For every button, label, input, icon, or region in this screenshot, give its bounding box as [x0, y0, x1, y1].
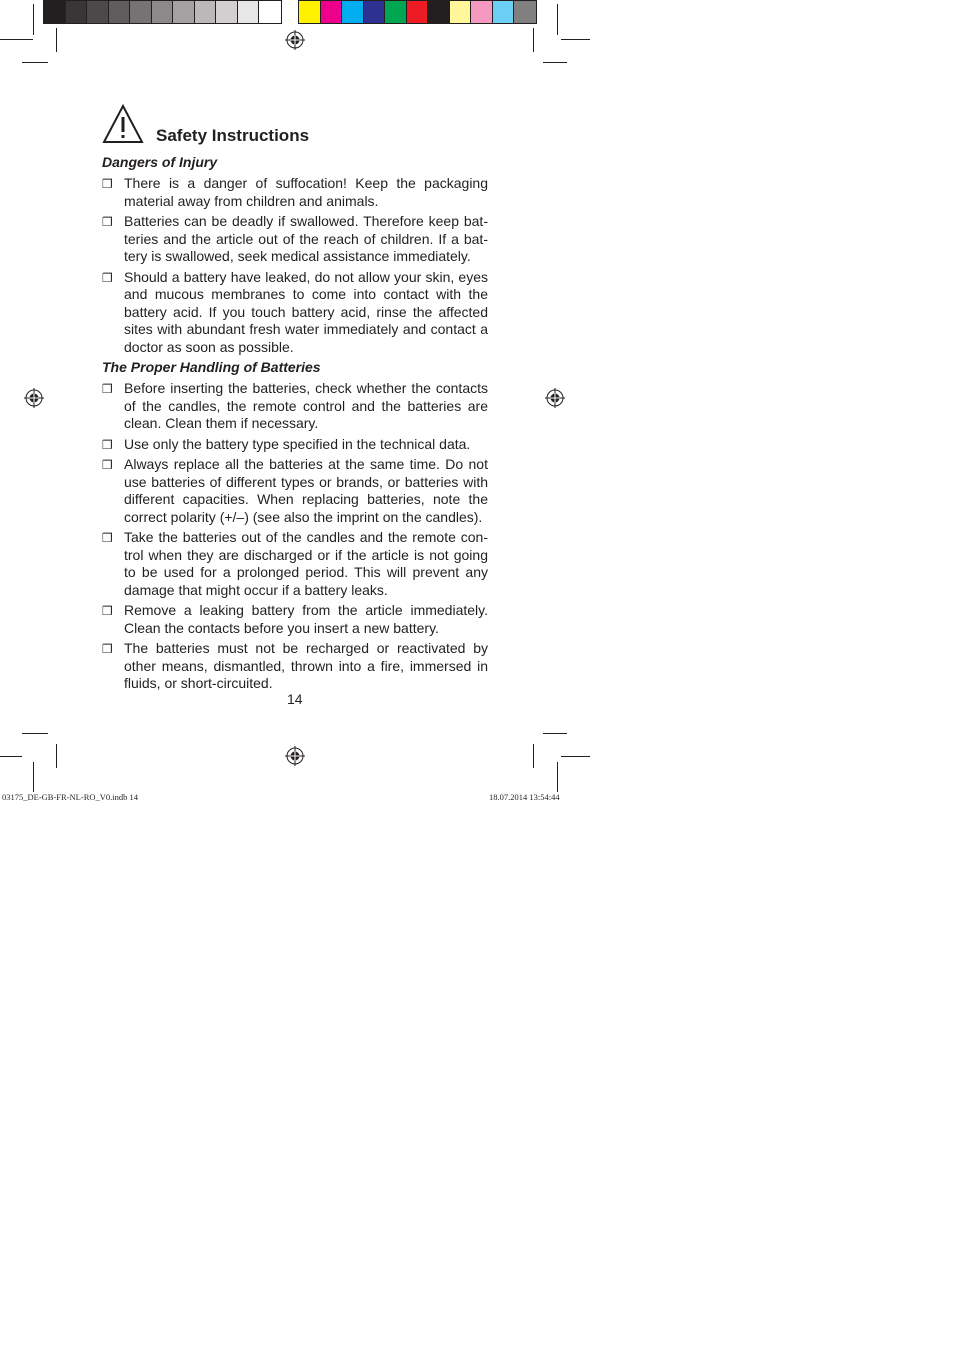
color-swatch [299, 1, 321, 23]
color-swatch [385, 1, 407, 23]
checkbox-bullet-icon: ❒ [102, 215, 113, 229]
page-number: 14 [287, 691, 303, 707]
crop-mark [533, 28, 534, 52]
crop-mark [56, 28, 57, 52]
instruction-list [102, 380, 488, 693]
list-item [102, 380, 488, 433]
registration-mark-icon [285, 746, 305, 766]
list-item [102, 175, 488, 210]
color-swatch [66, 1, 88, 23]
list-item-text: Should a battery have leaked, do not allow your skin, eyes and mucous membranes to come into contact with the battery acid. If you touch battery acid, rinse the affected sites with abundant fresh water immediately and contact a doctor as soon as possible. [124, 268, 488, 355]
list-item [102, 213, 488, 266]
crop-mark [22, 733, 48, 734]
color-swatch [321, 1, 343, 23]
color-swatch [471, 1, 493, 23]
list-item [102, 269, 488, 357]
color-swatch [493, 1, 515, 23]
list-item-text: Remove a leaking battery from the article immediately. Clean the contacts before you insert a new battery. [124, 602, 488, 636]
color-swatch [238, 1, 260, 23]
crop-mark [543, 62, 567, 63]
color-swatch [342, 1, 364, 23]
grayscale-color-bar [44, 1, 281, 23]
color-swatch [259, 1, 281, 23]
list-item-text: Use only the battery type specified in the technical data. [124, 435, 471, 452]
color-swatch [364, 1, 386, 23]
color-swatch [87, 1, 109, 23]
color-swatch [216, 1, 238, 23]
registration-mark-icon [285, 30, 305, 50]
instruction-list [102, 175, 488, 356]
crop-mark [0, 39, 33, 40]
list-item-text: Take the batteries out of the candles and the remote control when they are discharged or if the article is not going to be used for a prolonged period. This will prevent any damage that might occur if a battery leaks. [124, 529, 488, 598]
checkbox-bullet-icon: ❒ [102, 531, 113, 545]
crop-mark [561, 756, 590, 757]
checkbox-bullet-icon: ❒ [102, 382, 113, 396]
list-item-text: Batteries can be deadly if swallowed. Therefore keep batteries and the article out of the reach of children. If a battery is swallowed, seek medical assistance immediately. [124, 213, 488, 264]
list-item-text: Always replace all the batteries at the same time. Do not use batteries of different types or brands, or batteries with different capacities. When replacing batteries, note the correct polarity (+/–) (see also the imprint on the candles). [124, 456, 488, 525]
crop-mark [33, 762, 34, 792]
color-swatch [173, 1, 195, 23]
page-title: Safety Instructions [156, 126, 310, 145]
list-item [102, 529, 488, 599]
sections [102, 154, 488, 696]
color-swatch [450, 1, 472, 23]
color-swatch [130, 1, 152, 23]
color-swatch [514, 1, 536, 23]
color-swatch [407, 1, 429, 23]
color-swatch [152, 1, 174, 23]
checkbox-bullet-icon: ❒ [102, 458, 113, 472]
crop-mark [561, 39, 590, 40]
list-item-text: The batteries must not be recharged or reactivated by other means, dismantled, thrown into a fire, immersed in fluids, or short-circuited. [124, 640, 488, 691]
checkbox-bullet-icon: ❒ [102, 177, 113, 191]
crop-mark [22, 62, 48, 63]
color-swatch [195, 1, 217, 23]
checkbox-bullet-icon: ❒ [102, 270, 113, 285]
crop-mark [33, 4, 34, 35]
list-item [102, 436, 488, 454]
section-heading: Dangers of Injury [102, 154, 218, 170]
slug-filename: 03175_DE-GB-FR-NL-RO_V0.indb 14 [2, 792, 138, 802]
list-item-text: Before inserting the batteries, check whether the contacts of the candles, the remote control and the batteries are clean. Clean them if necessary. [124, 380, 488, 431]
checkbox-bullet-icon: ❒ [102, 437, 113, 452]
list-item [102, 640, 488, 693]
crop-mark [543, 733, 567, 734]
checkbox-bullet-icon: ❒ [102, 604, 113, 618]
color-swatch [428, 1, 450, 23]
crop-mark [0, 756, 22, 757]
crop-mark [557, 4, 558, 35]
process-color-bar [299, 1, 536, 23]
color-swatch [109, 1, 131, 23]
color-swatch [44, 1, 66, 23]
checkbox-bullet-icon: ❒ [102, 642, 113, 656]
warning-triangle-icon [102, 104, 144, 144]
crop-mark [557, 762, 558, 792]
list-item [102, 602, 488, 637]
registration-mark-icon [545, 388, 565, 408]
crop-mark [533, 744, 534, 768]
registration-mark-icon [24, 388, 44, 408]
list-item-text: There is a danger of suffocation! Keep the packaging material away from children and animals. [124, 175, 488, 209]
list-item [102, 456, 488, 526]
crop-mark [56, 744, 57, 768]
slug-datetime: 18.07.2014 13:54:44 [489, 792, 560, 802]
section-heading: The Proper Handling of Batteries [102, 359, 321, 375]
